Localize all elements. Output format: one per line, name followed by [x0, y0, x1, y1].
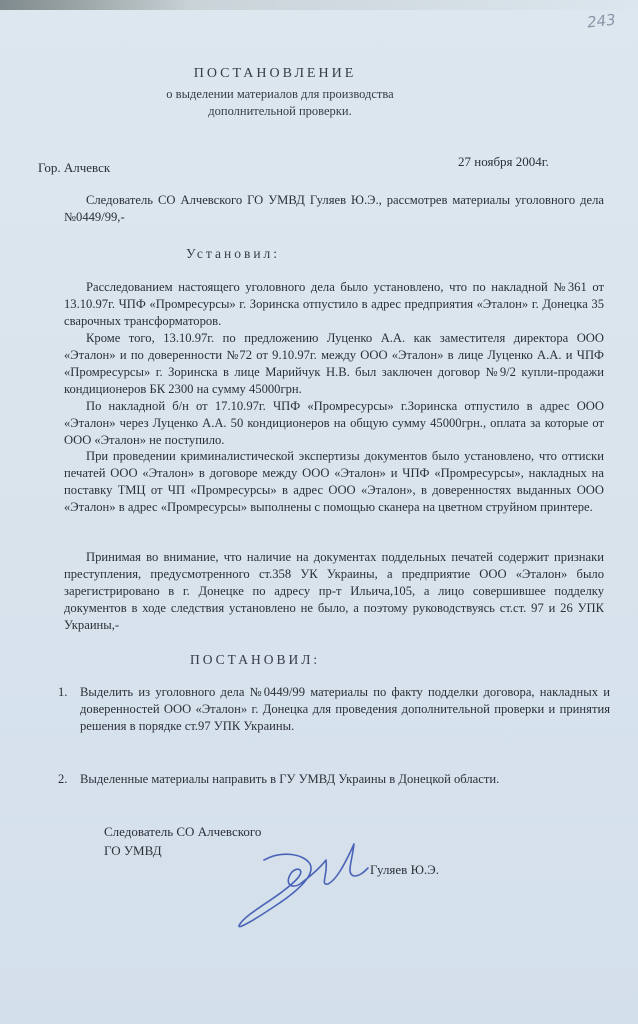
body-paragraph: Кроме того, 13.10.97г. по предложению Луценко А.А. как заместителя директора ООО «Эталон» и по доверенности №72 от 9.10.97г. между ООО «Эталон» в лице Луценко А.А. и ЧПФ «Промресурсы» г. Зоринска в лице Марийчук Н.В. был заключен договор №9/2 купли-продажи кондиционеров БК 2300 на сумму 45000грн.	[64, 331, 604, 396]
signer-name: Гуляев Ю.Э.	[370, 862, 440, 877]
city: Гор. Алчевск	[38, 160, 111, 175]
document-subtitle	[0, 86, 560, 120]
document-date: 27 ноября 2004г.	[458, 154, 549, 169]
decision-text: Выделенные материалы направить в ГУ УМВД Украины в Донецкой области.	[80, 772, 500, 786]
body-paragraph: По накладной б/н от 17.10.97г. ЧПФ «Промресурсы» г.Зоринска отпустило в адрес ООО «Эталон» через Луценко А.А. 50 кондиционеров на общую сумму 45000грн., оплата за которые от ООО «Эталон» не поступило.	[64, 399, 604, 447]
body-paragraph: Расследованием настоящего уголовного дела было установлено, что по накладной №361 от 13.10.97г. ЧПФ «Промресурсы» г. Зоринска отпустило в адрес предприятия «Эталон» г. Донецка 35 сварочных трансформаторов.	[64, 280, 604, 328]
document-title: ПОСТАНОВЛЕНИЕ	[193, 66, 357, 81]
subtitle-line: дополнительной проверки.	[208, 104, 352, 118]
subtitle-line: о выделении материалов для производства	[166, 87, 394, 101]
decision-text: Выделить из уголовного дела №0449/99 материалы по факту подделки договора, накладных и доверенностей ООО «Эталон» г. Донецка для проведения дополнительной проверки и принятия решения в порядке ст.97 УПК Украины.	[80, 685, 610, 733]
section-decided: ПОСТАНОВИЛ:	[190, 652, 321, 667]
signer-position-line1: Следователь СО Алчевского	[104, 824, 262, 839]
decision-item	[58, 771, 610, 788]
decision-number: 2.	[58, 772, 68, 786]
scan-edge	[0, 0, 638, 10]
decision-item	[58, 684, 610, 735]
intro-paragraph: Следователь СО Алчевского ГО УМВД Гуляев Ю.Э., рассмотрев материалы уголовного дела №0449/99,-	[64, 193, 604, 224]
body-paragraph: Принимая во внимание, что наличие на документах поддельных печатей содержит признаки преступления, предусмотренного ст.358 УК Украины, а предприятие ООО «Эталон» было зарегистрировано в г. Донецке по адресу пр-т Ильича,105, а лицо совершившее подделку документов в ходе следствия установлено не было, а поэтому руководствуясь ст.ст. 97 и 26 УПК Украины,-	[64, 550, 604, 632]
section-established: Установил:	[186, 246, 281, 261]
signer-position-line2: ГО УМВД	[104, 843, 162, 858]
handwritten-page-number: 243	[586, 10, 617, 32]
decision-number: 1.	[58, 685, 68, 699]
body-paragraph: При проведении криминалистической экспертизы документов было установлено, что оттиски печатей ООО «Эталон» в договоре между ООО «Эталон» и ЧПФ «Промресурсы», накладных на поставку ТМЦ от ЧП «Промресурсы» в адрес ООО «Эталон», в доверенностях выданных ООО «Эталон» в адрес «Промресурсы» выполнены с помощью сканера на цветном струйном принтере.	[64, 449, 604, 514]
handwritten-signature	[224, 828, 374, 938]
